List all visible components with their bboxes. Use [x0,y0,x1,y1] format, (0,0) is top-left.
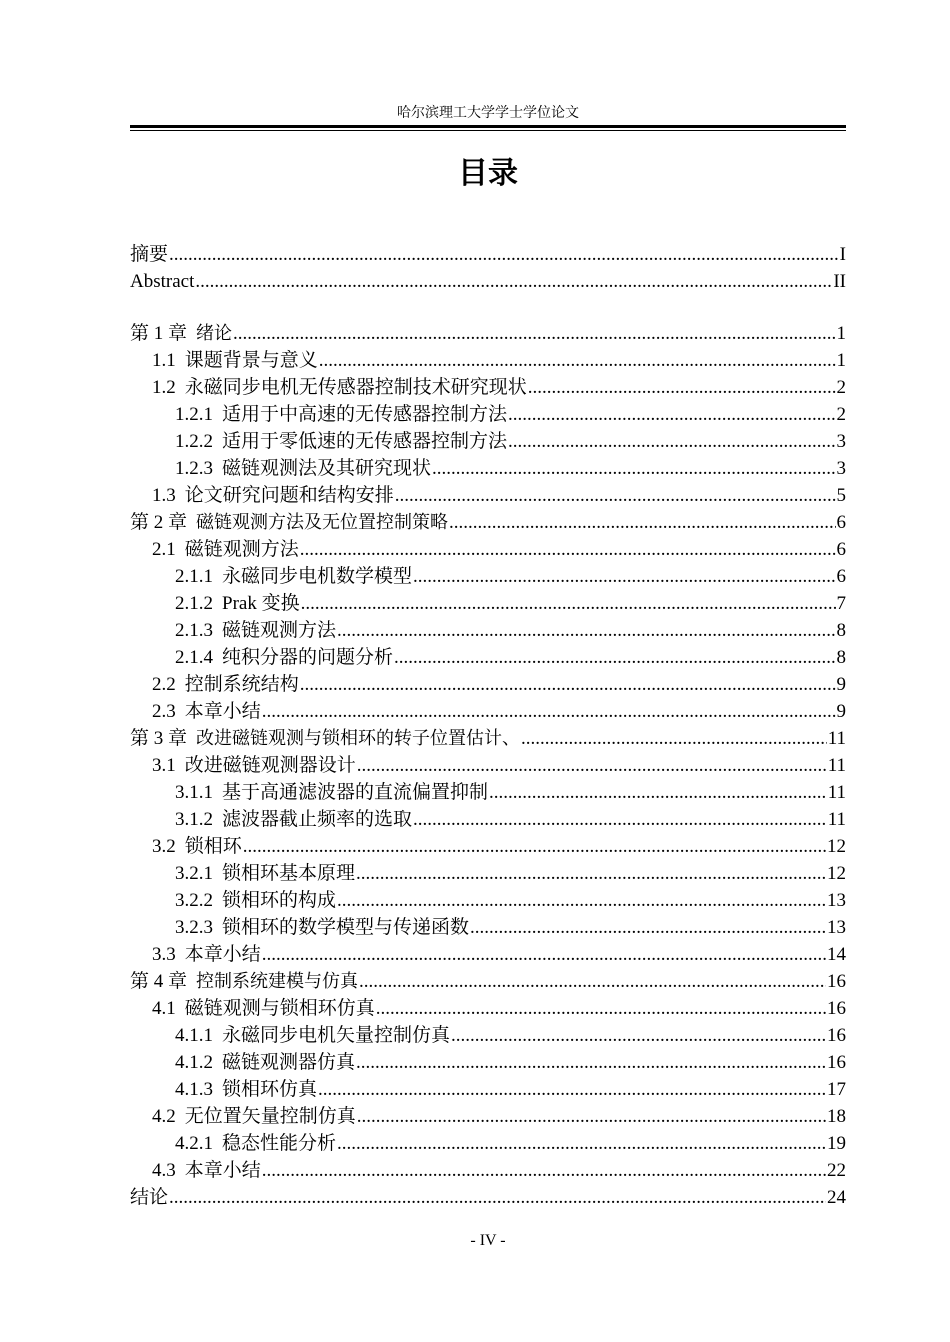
toc-dot-leader [337,617,835,644]
toc-entry-title: 磁链观测法及其研究现状 [222,458,432,479]
toc-entry[interactable] [130,671,846,698]
toc-dot-leader [300,536,836,563]
toc-entry-title: 磁链观测方法 [222,620,337,641]
toc-entry-number: 2.1.2 [175,593,213,614]
toc-dot-leader [528,374,836,401]
toc-entry-page: 7 [836,593,846,614]
toc-dot-leader [169,241,839,268]
toc-dot-leader [243,833,826,860]
toc-entry-title: 磁链观测与锁相环仿真 [184,998,375,1019]
toc-entry-page: 8 [836,620,846,641]
toc-entry-number: 第 1 章 [130,323,188,344]
toc-dot-leader [451,1022,826,1049]
toc-entry-title: 永磁同步电机矢量控制仿真 [222,1025,451,1046]
toc-entry-page: 18 [827,1106,846,1127]
toc-entry-page: 5 [836,485,846,506]
toc-entry-page: 24 [827,1187,846,1208]
toc-entry-number: 3.1 [152,755,176,776]
toc-dot-leader [432,455,835,482]
toc-entry-title: Abstract [130,271,195,292]
running-header: 哈尔滨理工大学学士学位论文 [397,105,579,121]
toc-entry-number: 1.1 [152,350,176,371]
toc-entry-title: 摘要 [130,244,169,265]
toc-entry-page: 6 [836,539,846,560]
toc-dot-leader [262,1157,826,1184]
toc-dot-leader [395,482,836,509]
toc-entry-page: II [833,271,846,292]
toc-entry-page: 12 [827,836,846,857]
toc-dot-leader [521,725,827,752]
toc-entry-title: 基于高通滤波器的直流偏置抑制 [222,782,489,803]
table-of-contents [130,241,846,1211]
toc-entry-page: 11 [827,755,846,776]
toc-entry-number: 4.2 [152,1106,176,1127]
toc-entry-number: 3.2 [152,836,176,857]
toc-entry-page: 3 [836,458,846,479]
toc-entry-number: 3.2.1 [175,863,213,884]
toc-entry-page: 3 [836,431,846,452]
toc-entry-number: 4.1.3 [175,1079,213,1100]
toc-dot-leader [376,995,826,1022]
toc-entry-page: 13 [827,917,846,938]
toc-dot-leader [413,806,827,833]
toc-entry-title: 锁相环 [184,836,242,857]
toc-entry-number: 4.2.1 [175,1133,213,1154]
toc-entry-page: 17 [827,1079,846,1100]
toc-entry-number: 1.2.3 [175,458,213,479]
toc-dot-leader [356,1049,826,1076]
toc-entry[interactable] [130,1022,846,1049]
toc-dot-leader [357,752,827,779]
toc-dot-leader [413,563,835,590]
toc-entry-number: 2.1.3 [175,620,213,641]
toc-entry-number: 4.1.2 [175,1052,213,1073]
toc-entry-number: 第 3 章 [130,728,188,749]
toc-entry-title: 论文研究问题和结构安排 [184,485,394,506]
toc-entry-title: 适用于中高速的无传感器控制方法 [222,404,508,425]
page-number: - IV - [470,1232,506,1249]
toc-entry[interactable] [130,563,846,590]
toc-entry-page: 8 [836,647,846,668]
toc-entry-page: 22 [827,1160,846,1181]
toc-entry[interactable] [130,995,846,1022]
toc-entry[interactable] [130,347,846,374]
toc-dot-leader [359,968,826,995]
toc-entry[interactable] [130,617,846,644]
toc-dot-leader [195,268,832,295]
toc-entry[interactable] [130,536,846,563]
toc-entry-title: 磁链观测方法 [184,539,299,560]
toc-dot-leader [489,779,827,806]
toc-entry-number: 3.2.2 [175,890,213,911]
toc-entry[interactable] [130,1130,846,1157]
toc-entry[interactable] [130,374,846,401]
toc-entry-page: 16 [827,1025,846,1046]
toc-entry-page: 16 [827,971,846,992]
toc-entry[interactable] [130,914,846,941]
toc-dot-leader [508,428,835,455]
toc-entry[interactable] [130,860,846,887]
toc-entry-page: 6 [836,512,846,533]
toc-dot-leader [301,590,836,617]
toc-dot-leader [449,509,835,536]
toc-entry-page: 1 [836,323,846,344]
toc-entry-number: 2.1.4 [175,647,213,668]
toc-entry[interactable] [130,590,846,617]
toc-entry-page: 2 [836,404,846,425]
toc-entry[interactable] [130,455,846,482]
toc-entry-number: 2.1.1 [175,566,213,587]
toc-entry-title: 控制系统结构 [184,674,299,695]
toc-entry-number: 3.3 [152,944,176,965]
toc-dot-leader [337,1130,826,1157]
toc-entry[interactable] [130,1049,846,1076]
toc-entry[interactable] [130,401,846,428]
toc-entry-page: 2 [836,377,846,398]
toc-entry[interactable] [130,1076,846,1103]
toc-entry-title: 控制系统建模与仿真 [196,971,359,992]
toc-dot-leader [470,914,826,941]
toc-entry-number: 4.3 [152,1160,176,1181]
toc-entry-title: 无位置矢量控制仿真 [184,1106,356,1127]
toc-entry-number: 2.3 [152,701,176,722]
toc-entry-number: 2.2 [152,674,176,695]
header-rule-thin [130,130,846,131]
toc-entry-title: 改进磁链观测与锁相环的转子位置估计、 [196,728,521,749]
toc-entry-number: 1.3 [152,485,176,506]
toc-dot-leader [394,644,835,671]
toc-entry-page: 14 [827,944,846,965]
toc-entry-number: 3.1.1 [175,782,213,803]
toc-entry-title: 锁相环的数学模型与传递函数 [222,917,470,938]
toc-dot-leader [337,887,826,914]
toc-entry-title: 滤波器截止频率的选取 [222,809,413,830]
toc-dot-leader [262,698,836,725]
toc-entry-title: 锁相环仿真 [222,1079,318,1100]
toc-dot-leader [169,1184,826,1211]
toc-entry[interactable] [130,644,846,671]
toc-entry[interactable] [130,779,846,806]
toc-entry-title: 绪论 [196,323,233,344]
toc-dot-leader [262,941,826,968]
toc-entry-title: Prak 变换 [222,593,300,614]
toc-entry[interactable] [130,241,846,268]
toc-entry-page: 9 [836,674,846,695]
toc-entry[interactable] [130,320,846,347]
toc-entry[interactable] [130,268,846,295]
toc-entry-page: 13 [827,890,846,911]
toc-entry-number: 3.1.2 [175,809,213,830]
toc-dot-leader [319,347,836,374]
toc-entry-number: 1.2.2 [175,431,213,452]
toc-entry[interactable] [130,428,846,455]
toc-entry-title: 课题背景与意义 [184,350,318,371]
toc-dot-leader [233,320,835,347]
toc-entry-title: 磁链观测器仿真 [222,1052,356,1073]
toc-entry-number: 4.1.1 [175,1025,213,1046]
toc-entry-page: 11 [827,782,846,803]
toc-entry-page: 11 [827,728,846,749]
toc-dot-leader [508,401,835,428]
toc-entry[interactable] [130,509,846,536]
toc-entry-page: I [839,244,846,265]
toc-entry-title: 本章小结 [184,701,261,722]
toc-entry-number: 第 2 章 [130,512,188,533]
toc-entry-number: 4.1 [152,998,176,1019]
toc-dot-leader [356,860,826,887]
toc-entry-title: 纯积分器的问题分析 [222,647,394,668]
toc-entry-title: 适用于零低速的无传感器控制方法 [222,431,508,452]
toc-entry[interactable] [130,725,846,752]
toc-entry-page: 9 [836,701,846,722]
toc-entry[interactable] [130,833,846,860]
toc-entry-title: 本章小结 [184,1160,261,1181]
toc-entry-number: 2.1 [152,539,176,560]
toc-entry-page: 1 [836,350,846,371]
toc-entry-number: 3.2.3 [175,917,213,938]
toc-entry[interactable] [130,887,846,914]
toc-entry[interactable] [130,1157,846,1184]
toc-entry[interactable] [130,968,846,995]
toc-entry-page: 19 [827,1133,846,1154]
header-rule-thick [130,125,846,128]
toc-dot-leader [318,1076,826,1103]
toc-entry[interactable] [130,806,846,833]
page-title: 目录 [458,156,518,191]
toc-dot-leader [357,1103,826,1130]
toc-entry-title: 改进磁链观测器设计 [184,755,356,776]
toc-entry[interactable] [130,941,846,968]
toc-entry-title: 稳态性能分析 [222,1133,337,1154]
toc-entry-page: 12 [827,863,846,884]
toc-entry-number: 第 4 章 [130,971,188,992]
toc-entry-title: 结论 [130,1187,169,1208]
toc-entry-page: 11 [827,809,846,830]
toc-entry-page: 16 [827,998,846,1019]
toc-entry-title: 本章小结 [184,944,261,965]
toc-entry[interactable] [130,698,846,725]
toc-entry-title: 永磁同步电机无传感器控制技术研究现状 [184,377,527,398]
toc-entry-page: 16 [827,1052,846,1073]
toc-entry-page: 6 [836,566,846,587]
toc-entry-number: 1.2 [152,377,176,398]
toc-entry[interactable] [130,482,846,509]
toc-entry[interactable] [130,1184,846,1211]
toc-entry-title: 锁相环基本原理 [222,863,356,884]
toc-dot-leader [300,671,836,698]
toc-entry[interactable] [130,752,846,779]
toc-entry-number: 1.2.1 [175,404,213,425]
toc-entry[interactable] [130,1103,846,1130]
toc-entry-title: 磁链观测方法及无位置控制策略 [196,512,449,533]
toc-entry-title: 锁相环的构成 [222,890,337,911]
toc-entry-title: 永磁同步电机数学模型 [222,566,413,587]
